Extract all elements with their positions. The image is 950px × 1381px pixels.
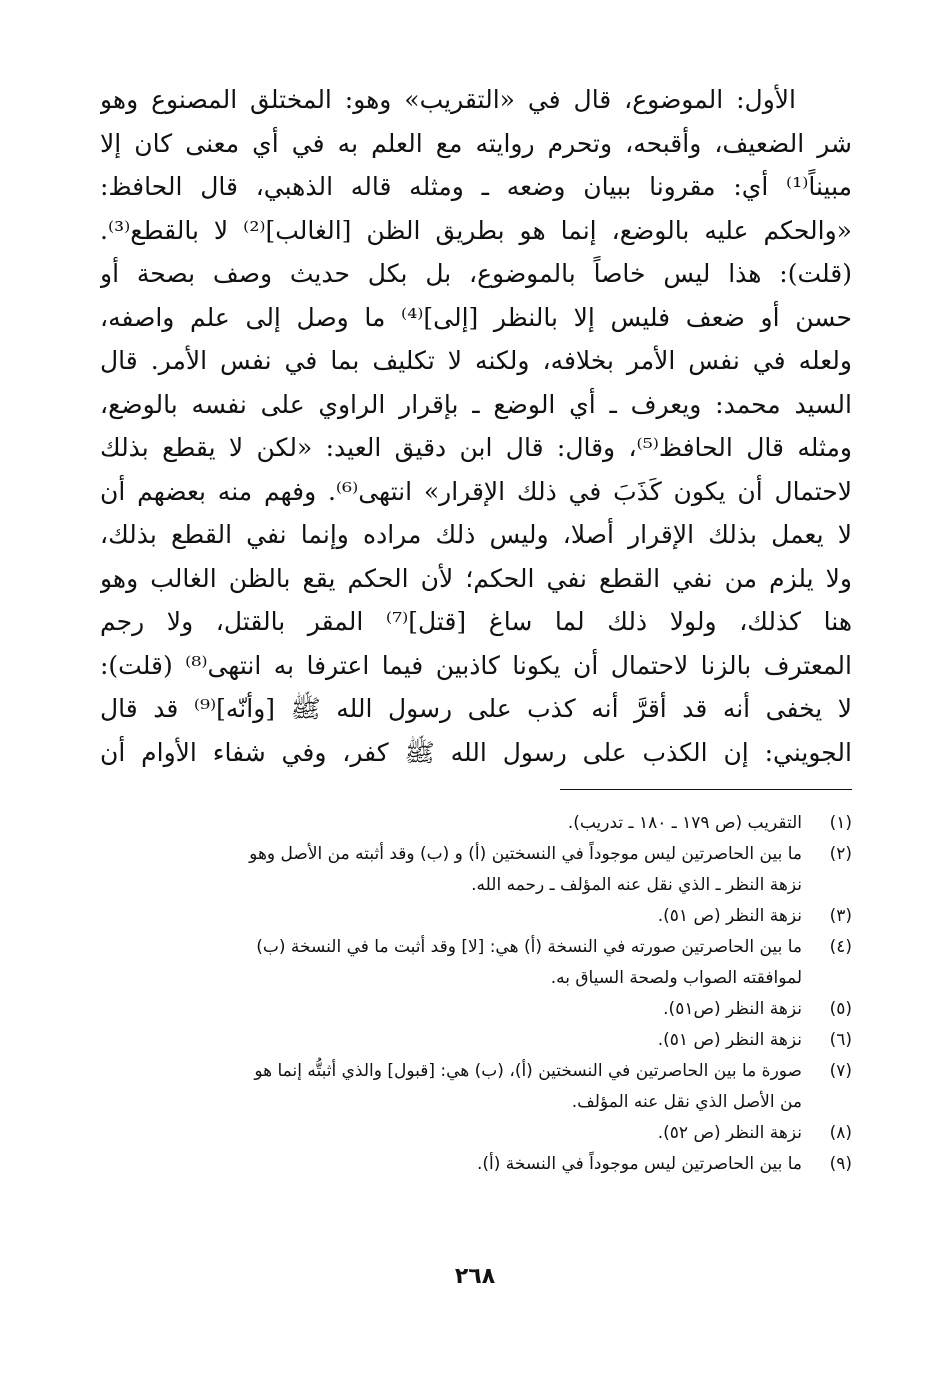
footnote-number: (٨) [829, 1123, 852, 1143]
text-line: ولعله في نفس الأمر بخلافه، ولكنه لا تكليف بما في نفس الأمر. قال [100, 346, 852, 375]
footnote-number: (٣) [829, 906, 852, 926]
text-line: لا يعمل بذلك الإقرار أصلا، وليس ذلك مراده وإنما نفي القطع بذلك، [100, 520, 852, 549]
footnote-9 [100, 1149, 852, 1180]
footnote-number: (٢) [829, 844, 852, 864]
text-line: هنا كذلك، ولولا ذلك لما ساغ [قتل]⁽⁷⁾ المقر بالقتل، ولا رجم [100, 607, 852, 636]
footnote-1 [100, 808, 852, 839]
footnote-text: ما بين الحاصرتين ليس موجوداً في النسختين (أ) و (ب) وقد أثبته من الأصل وهو [249, 844, 802, 864]
footnote-number: (١) [829, 813, 852, 833]
footnote-number: (٩) [829, 1154, 852, 1174]
text-line: الجويني: إن الكذب على رسول الله ﷺ كفر، وفي شفاء الأوام أن [100, 737, 852, 767]
footnote-3 [100, 901, 852, 932]
text-line: لاحتمال أن يكون كَذَبَ في ذلك الإقرار» انتهى⁽⁶⁾. وفهم منه بعضهم أن [100, 476, 852, 506]
footnote-text: التقريب (ص ١٧٩ ـ ١٨٠ ـ تدريب). [567, 813, 802, 833]
footnote-number: (٤) [829, 937, 852, 957]
main-text [100, 78, 852, 818]
text-line: حسن أو ضعف فليس إلا بالنظر [إلى]⁽⁴⁾ ما وصل إلى علم واصفه، [100, 302, 852, 332]
text-line: «والحكم عليه بالوضع، إنما هو بطريق الظن [الغالب]⁽²⁾ لا بالقطع⁽³⁾. [100, 215, 852, 245]
footnote-2 [100, 839, 852, 901]
footnote-number: (٦) [829, 1030, 852, 1050]
footnote-text: نزهة النظر (ص ٥٢). [657, 1123, 802, 1143]
footnote-text: نزهة النظر (ص٥١). [663, 999, 802, 1019]
footnote-divider [560, 789, 852, 790]
text-line: مبيناً⁽¹⁾ أي: مقرونا ببيان وضعه ـ ومثله قاله الذهبي، قال الحافظ: [100, 172, 852, 201]
footnote-text: نزهة النظر (ص ٥١). [657, 1030, 802, 1050]
footnote-number: (٥) [829, 999, 852, 1019]
footnote-text: صورة ما بين الحاصرتين في النسختين (أ)، (ب) هي: [قبول] والذي أثبتُّه إنما هو [254, 1061, 802, 1081]
footnote-text: من الأصل الذي نقل عنه المؤلف. [571, 1092, 802, 1112]
footnote-5 [100, 994, 852, 1025]
page-number: ٢٦٨ [454, 1264, 496, 1289]
text-line: لا يخفى أنه قد أقرَّ أنه كذب على رسول الله ﷺ [وأنّه]⁽⁹⁾ قد قال [100, 694, 852, 723]
footnote-6 [100, 1025, 852, 1056]
footnote-8 [100, 1118, 852, 1149]
footnotes [100, 808, 852, 1180]
text-line: الأول: الموضوع، قال في «التقريب» وهو: المختلق المصنوع وهو [100, 85, 796, 114]
text-line: ولا يلزم من نفي القطع نفي الحكم؛ لأن الحكم يقع بالظن الغالب وهو [100, 563, 852, 593]
text-line: ومثله قال الحافظ⁽⁵⁾، وقال: قال ابن دقيق العيد: «لكن لا يقطع بذلك [100, 433, 852, 462]
footnote-text: ما بين الحاصرتين ليس موجوداً في النسخة (أ). [476, 1154, 802, 1174]
footnote-7 [100, 1056, 852, 1118]
footnote-number: (٧) [829, 1061, 852, 1081]
footnote-text: ما بين الحاصرتين صورته في النسخة (أ) هي: [لا] وقد أثبت ما في النسخة (ب) [256, 937, 802, 957]
footnote-4 [100, 932, 852, 994]
footnote-text: نزهة النظر (ص ٥١). [657, 906, 802, 926]
footnote-text: نزهة النظر ـ الذي نقل عنه المؤلف ـ رحمه الله. [471, 875, 802, 895]
text-line: (قلت): هذا ليس خاصاً بالموضوع، بل بكل حديث وصف بصحة أو [100, 259, 852, 288]
text-line: السيد محمد: ويعرف ـ أي الوضع ـ بإقرار الراوي على نفسه بالوضع، [100, 389, 852, 419]
text-line: شر الضعيف، وأقبحه، وتحرم روايته مع العلم به في أي معنى كان إلا [100, 128, 852, 158]
text-line: المعترف بالزنا لاحتمال أن يكونا كاذبين فيما اعترفا به انتهى⁽⁸⁾ (قلت): [100, 650, 852, 680]
footnote-text: لموافقته الصواب ولصحة السياق به. [550, 968, 802, 988]
